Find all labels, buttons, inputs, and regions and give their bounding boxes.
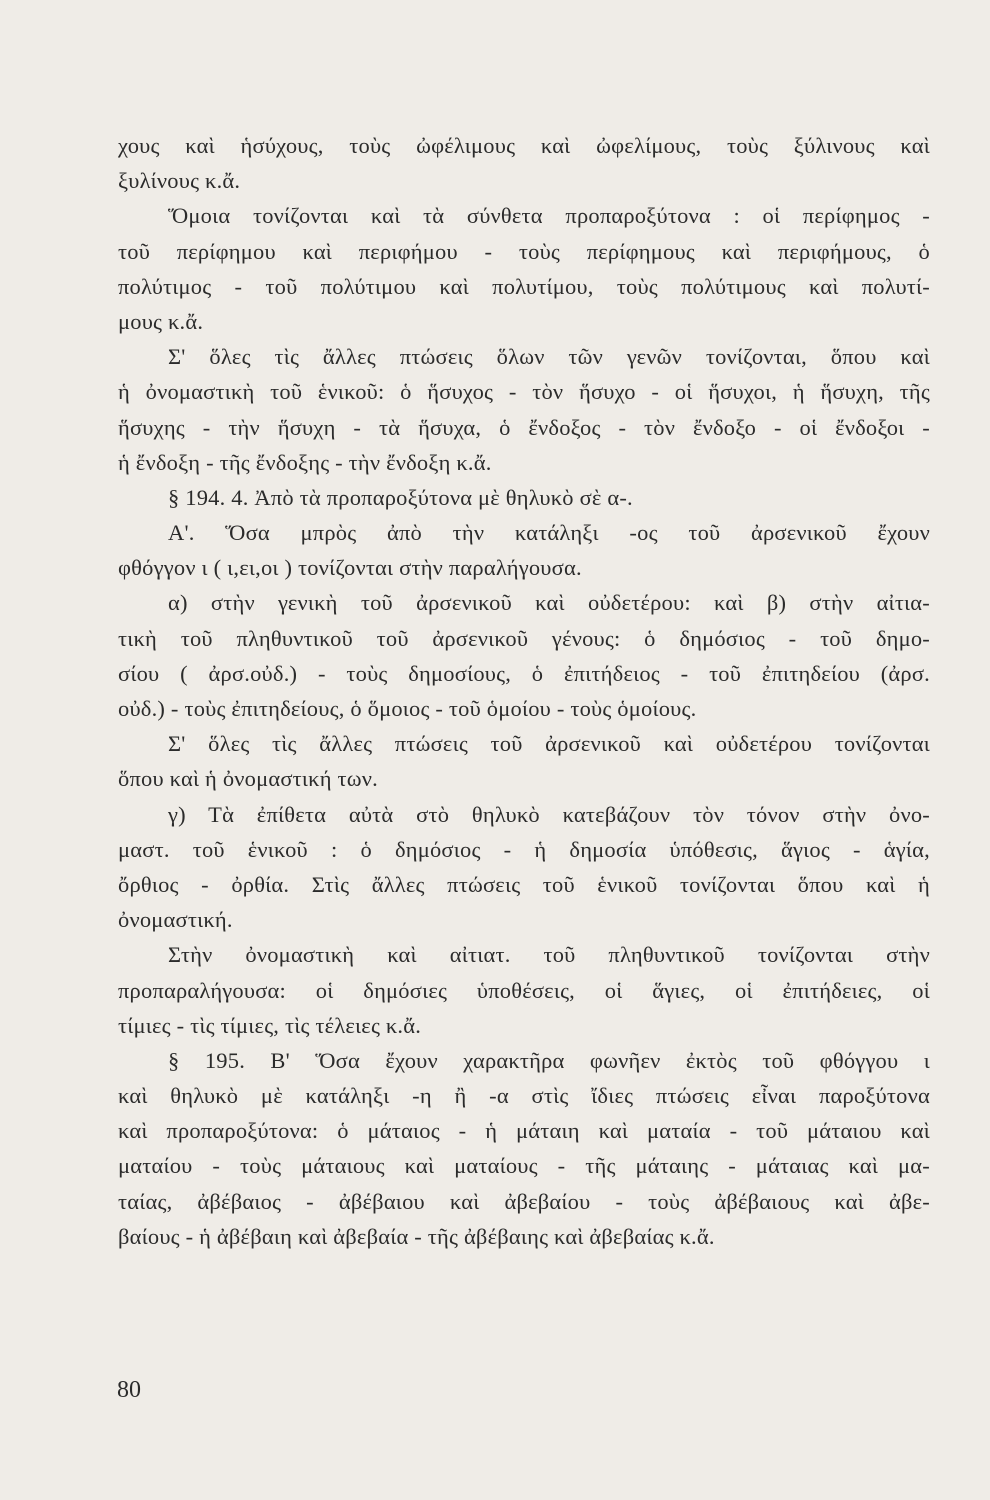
text-line: ὅπου καὶ ἡ ὀνομαστική των.	[118, 766, 378, 792]
text-line: ἥσυχης - τὴν ἥσυχη - τὰ ἥσυχα, ὁ ἔνδοξος - τὸν ἔνδοξο - οἱ ἔνδοξοι -	[118, 414, 930, 440]
text-line: Στὴν ὀνομαστικὴ καὶ αἰτιατ. τοῦ πληθυντικοῦ τονίζονται στὴν	[168, 942, 930, 968]
text-line: τικὴ τοῦ πληθυντικοῦ τοῦ ἀρσενικοῦ γένους: ὁ δημόσιος - τοῦ δημο-	[118, 625, 930, 651]
text-line: σίου ( ἀρσ.οὐδ.) - τοὺς δημοσίους, ὁ ἐπιτήδειος - τοῦ ἐπιτηδείου (ἀρσ.	[118, 660, 930, 686]
text-line: ταίας, ἀβέβαιος - ἀβέβαιου καὶ ἀβεβαίου - τοὺς ἀβέβαιους καὶ ἀβε-	[118, 1188, 930, 1214]
text-line: καὶ προπαροξύτονα: ὁ μάταιος - ἡ μάταιη καὶ ματαία - τοῦ μάταιου καὶ	[118, 1118, 930, 1144]
text-line: μαστ. τοῦ ἑνικοῦ : ὁ δημόσιος - ἡ δημοσία ὑπόθεσις, ἅγιος - ἁγία,	[118, 836, 930, 862]
text-line: ἡ ὀνομαστικὴ τοῦ ἑνικοῦ: ὁ ἥσυχος - τὸν ἥσυχο - οἱ ἥσυχοι, ἡ ἥσυχη, τῆς	[118, 379, 930, 405]
text-line: § 195. Β' Ὅσα ἔχουν χαρακτῆρα φωνῆεν ἐκτὸς τοῦ φθόγγου ι	[168, 1047, 930, 1073]
text-line: ὀνομαστική.	[118, 907, 233, 933]
text-line: § 194. 4. Ἀπὸ τὰ προπαροξύτονα μὲ θηλυκὸ σὲ α-.	[168, 484, 633, 510]
text-line: βαίους - ἡ ἀβέβαιη καὶ ἀβεβαία - τῆς ἀβέβαιης καὶ ἀβεβαίας κ.ἄ.	[118, 1223, 715, 1249]
text-line: μους κ.ἄ.	[118, 308, 204, 334]
text-line: τίμιες - τὶς τίμιες, τὶς τέλειες κ.ἄ.	[118, 1012, 422, 1038]
text-line: φθόγγον ι ( ι,ει,οι ) τονίζονται στὴν παραλήγουσα.	[118, 555, 582, 581]
text-line: α) στὴν γενικὴ τοῦ ἀρσενικοῦ καὶ οὐδετέρου: καὶ β) στὴν αἰτια-	[168, 590, 930, 616]
text-line: γ) Τὰ ἐπίθετα αὐτὰ στὸ θηλυκὸ κατεβάζουν τὸν τόνον στὴν ὀνο-	[168, 801, 930, 827]
text-line: Σ' ὅλες τὶς ἄλλες πτώσεις τοῦ ἀρσενικοῦ καὶ οὐδετέρου τονίζονται	[168, 731, 930, 757]
text-line: καὶ θηλυκὸ μὲ κατάληξι -η ἢ -α στὶς ἴδιες πτώσεις εἶναι παροξύτονα	[118, 1083, 930, 1109]
text-line: τοῦ περίφημου καὶ περιφήμου - τοὺς περίφημους καὶ περιφήμους, ὁ	[118, 238, 930, 264]
text-line: χους καὶ ἡσύχους, τοὺς ὠφέλιμους καὶ ὠφελίμους, τοὺς ξύλινους καὶ	[118, 133, 930, 158]
text-line: προπαραλήγουσα: οἱ δημόσιες ὑποθέσεις, οἱ ἅγιες, οἱ ἐπιτήδειες, οἱ	[118, 977, 930, 1003]
text-line: οὐδ.) - τοὺς ἐπιτηδείους, ὁ ὅμοιος - τοῦ ὁμοίου - τοὺς ὁμοίους.	[118, 696, 697, 721]
text-line: Α'. Ὅσα μπρὸς ἀπὸ τὴν κατάληξι -ος τοῦ ἀρσενικοῦ ἔχουν	[168, 520, 930, 546]
text-line: πολύτιμος - τοῦ πολύτιμου καὶ πολυτίμου, τοὺς πολύτιμους καὶ πολυτί-	[118, 273, 930, 299]
body-text	[118, 128, 930, 1254]
text-line: Ὅμοια τονίζονται καὶ τὰ σύνθετα προπαροξύτονα : οἱ περίφημος -	[168, 203, 930, 229]
text-line: ὄρθιος - ὀρθία. Στὶς ἄλλες πτώσεις τοῦ ἑνικοῦ τονίζονται ὅπου καὶ ἡ	[118, 871, 930, 897]
text-line: ξυλίνους κ.ἄ.	[118, 168, 241, 194]
text-line: ἡ ἔνδοξη - τῆς ἔνδοξης - τὴν ἔνδοξη κ.ἄ.	[118, 449, 492, 475]
text-line: Σ' ὅλες τὶς ἄλλες πτώσεις ὅλων τῶν γενῶν τονίζονται, ὅπου καὶ	[168, 344, 930, 370]
text-line: ματαίου - τοὺς μάταιους καὶ ματαίους - τῆς μάταιης - μάταιας καὶ μα-	[118, 1153, 930, 1179]
page-number: 80	[117, 1377, 141, 1403]
